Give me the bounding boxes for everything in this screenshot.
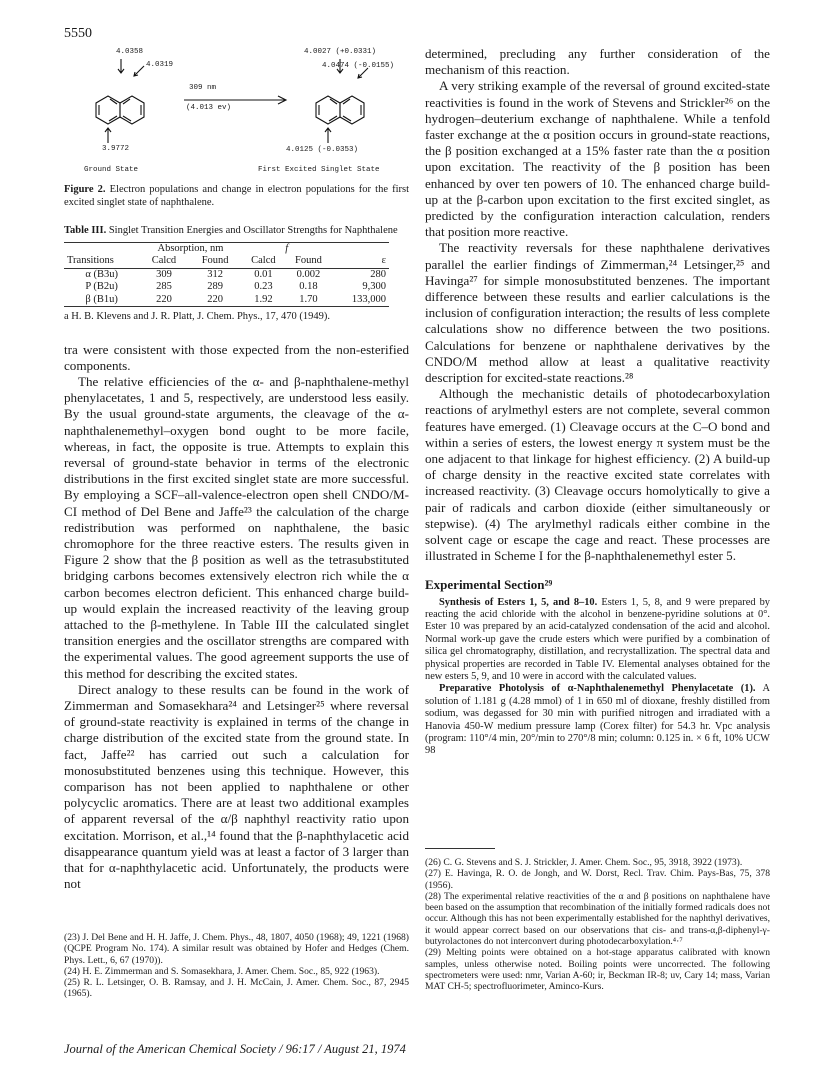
right-column — [425, 46, 770, 758]
table-group-header — [64, 242, 389, 255]
table-row: P (B2u) 285 289 0.23 0.18 9,300 — [85, 281, 386, 292]
experimental-paragraph: Preparative Photolysis of α-Naphthalenemethyl Phenylacetate (1). A solution of 1.181 g (4.28 mmol) of 1 in 650 ml of dioxane, freshly distilled from sodium, was degassed for 30 min with purified nitrogen and irradiated with a Hanovia 450-W medium pressure lamp (Corex filter) for 54.3 hr. Vpc analysis (program: 110°/4 min, 20°/min to 270°/8 min; column: 0.125 in. × 6 ft, 10% UCW 98 — [425, 683, 770, 757]
footnote: (28) The experimental relative reactivities of the α and β positions on naphthalene have been based on the assumption that recombination of the initially formed radicals does not occur. Although this has not been experimentally established for the naphthyl derivatives, it would appear correct based on our observations that cis- and trans-α,β-diphenyl-γ-butyrolactones do not interconvert during photodecarboxylation.⁴·⁷ — [425, 890, 770, 948]
excited-label-alpha: 4.0474 (-0.0155) — [322, 62, 395, 70]
experimental-paragraph: Synthesis of Esters 1, 5, and 8–10. Esters 1, 5, 8, and 9 were prepared by reacting the acid chloride with the alcohol in benzene-pyridine solutions at 0°. Ester 10 was prepared by an acid-catalyzed condensation of the acid and alcohol. Normal work-up gave the crude esters which were purified by a combination of silica gel chromatography, distillation, and recrystallization. The spectral data and physical properties are recorded in Table IV. Elemental analyses obtained for the new esters 5, 9, and 10 were in accord with the calculated values. — [425, 596, 770, 682]
footnote: (23) J. Del Bene and H. H. Jaffe, J. Chem. Phys., 48, 1807, 4050 (1968); 49, 1221 (1968) (QCPE Program No. 174). A similar result was obtained by Hofer and Hedges (Chem. Phys. Lett., 6, 67 (1970)). — [64, 932, 409, 966]
ground-label-top: 4.0358 — [116, 48, 144, 56]
arrow-wavelength: 309 nm — [189, 84, 217, 92]
left-footnotes — [64, 932, 409, 1000]
body-paragraph: determined, precluding any further consideration of the mechanism of this reaction. — [425, 46, 770, 78]
footnote: (26) C. G. Stevens and S. J. Strickler, J. Amer. Chem. Soc., 95, 3918, 3922 (1973). — [425, 857, 743, 868]
excited-label-top: 4.0027 (+0.0331) — [304, 48, 377, 56]
footnote: (27) E. Havinga, R. O. de Jongh, and W. Dorst, Recl. Trav. Chim. Pays-Bas, 75, 378 (1956). — [425, 868, 770, 891]
body-paragraph: The relative efficiencies of the α- and β-naphthalene-methyl phenylacetates, 1 and 5, respectively, are understood less easily. By the usual ground-state arguments, the cleavage of the α-naphthalenemethyl–oxygen bond ought to be more facile, whereas, in fact, the opposite is true. Attempts to explain this reversal of ground-state behavior in terms of the electronic distributions in the first excited singlet state are more successful. By employing a SCF–all-valence-electron open shell CNDO/M-CI method of Del Bene and Jaffe²³ the calculation of the charge redistribution was performed on naphthalene, the basic chromophore for the three reactive esters. The results given in Figure 2 show that the β position as well as the tetrasubstituted bridging carbons becomes extensively electron rich while the α carbon becomes electron deficient. This enhanced charge build-up would explain the increased reactivity of the leaving group attached to the β-methylene. In Table III the calculated singlet transition energies and the oscillator strengths are compared with the experimental values. The good agreement supports the use of this method for describing the excited states. — [64, 373, 409, 681]
figure-caption: Figure 2. Electron populations and change in electron populations for the first excited singlet state of naphthalene. — [64, 184, 409, 208]
col-header: Calcd — [151, 255, 177, 266]
footnote-divider — [425, 848, 495, 849]
figure-state-labels — [64, 166, 409, 180]
left-column — [64, 48, 409, 892]
table-row: α (B3u) 309 312 0.01 0.002 280 — [64, 268, 389, 281]
excited-state-label: First Excited Singlet State — [258, 166, 380, 174]
table-3 — [64, 242, 389, 308]
table-title: Table III. Singlet Transition Energies and Oscillator Strengths for Naphthalene — [64, 225, 398, 236]
body-paragraph: The reactivity reversals for these naphthalene derivatives parallel the earlier findings of Zimmerman,²⁴ Letsinger,²⁵ and Havinga²⁷ for simple monosubstituted benzenes. The important difference between these results and earlier calculations is the inclusion of configuration interaction; the results of less complete calculations show no difference between the two positions. Calculations for benzene or naphthalene derivatives by the CNDO/M method allow at least a qualitative reactivity description for excited-state reactions.²⁸ — [425, 240, 770, 386]
excited-label-bottom: 4.0125 (-0.0353) — [286, 146, 359, 154]
section-heading: Experimental Section²⁹ — [425, 576, 553, 592]
footnote: (29) Melting points were obtained on a hot-stage apparatus calibrated with known samples, unless otherwise noted. Boiling points were uncorrected. The following spectrometers were used: nmr, Varian A-60; ir, Beckman IR-8; uv, Cary 14; mass, Varian MAT CH-5; spectrofluorimeter, Aminco-Kurs. — [425, 947, 770, 993]
absorption-group: Absorption, nm — [157, 242, 224, 254]
footnote: (24) H. E. Zimmerman and S. Somasekhara, J. Amer. Chem. Soc., 85, 922 (1963). — [64, 965, 380, 977]
table-footnote: a H. B. Klevens and J. R. Platt, J. Chem. Phys., 17, 470 (1949). — [64, 311, 330, 322]
arrow-energy: (4.013 ev) — [186, 104, 232, 112]
col-header: Found — [201, 255, 229, 266]
journal-footer: Journal of the American Chemical Society / 96:17 / August 21, 1974 — [64, 1042, 406, 1056]
body-paragraph: tra were consistent with those expected from the non-esterified components. — [64, 341, 409, 373]
body-paragraph: Although the mechanistic details of photodecarboxylation reactions of arylmethyl esters are not complete, several common features have emerged. (1) Cleavage occurs at the C–O bond and within a series of esters, the lowest energy π system must be the one adjacent to that linkage for highest efficiency. (2) A build-up of charge density in the reactive excited state correlates with increased reactivity. (3) Cleavage occurs homolytically to give a pair of radicals and carbon dioxide (either simultaneously or stepwise). (4) The arylmethyl radicals either combine in the solvent cage or escape the cage and react. These processes are illustrated in Scheme I for the β-naphthalenemethyl ester 5. — [425, 386, 770, 564]
right-footnotes — [425, 832, 770, 993]
ground-label-alpha: 4.0319 — [146, 61, 174, 69]
body-paragraph: Direct analogy to these results can be found in the work of Zimmerman and Somasekhara²⁴ and Letsinger²⁵ where reversal of ground-state reactivity is explained in terms of the change in charge distribution of the excited state from the ground state. In fact, Jaffe²² has carried out such a calculation for monosubstituted benzenes using this technique. However, this comparison has not been applied to naphthalene or other polycyclic aromatics. There are at least two additional examples of apparent reversal of the α/β naphthyl reactivity ratio upon excitation. Morrison, et al.,¹⁴ found that the β-naphthylacetic acid disappearance quantum yield was at least a factor of 3 larger than that for α-naphthylacetic acid. Unfortunately, the products were not — [64, 681, 409, 892]
f-group: f — [285, 242, 289, 254]
ground-state-label: Ground State — [84, 166, 139, 174]
body-paragraph: A very striking example of the reversal of ground excited-state reactivities is found in the work of Stevens and Strickler²⁶ on the hydrogen–deuterium exchange of naphthalene. While a tenfold faster exchange at the α position occurs in ground-state reactions, the β position exchanged at a 15% faster rate than the α position upon excitation. The reactivity of the β position has been enhanced by over ten powers of 10. The enhanced charge build-up at the β-carbon upon excitation to the first excited singlet, as predicted by the configuration interaction calculation, renders that position more reactive. — [425, 78, 770, 240]
ground-label-bottom: 3.9772 — [102, 145, 130, 153]
footnote: (25) R. L. Letsinger, O. B. Ramsay, and J. H. McCain, J. Amer. Chem. Soc., 87, 2945 (1965). — [64, 977, 409, 1000]
page-number: 5550 — [64, 26, 92, 41]
table-row: β (B1u) 220 220 1.92 1.70 133,000 — [85, 293, 386, 305]
col-header: Transitions — [67, 255, 114, 266]
table-header-row — [64, 255, 389, 268]
col-header: ε — [381, 255, 386, 266]
figure-2 — [64, 48, 409, 166]
col-header: Calcd — [251, 255, 276, 266]
col-header: Found — [295, 255, 322, 266]
